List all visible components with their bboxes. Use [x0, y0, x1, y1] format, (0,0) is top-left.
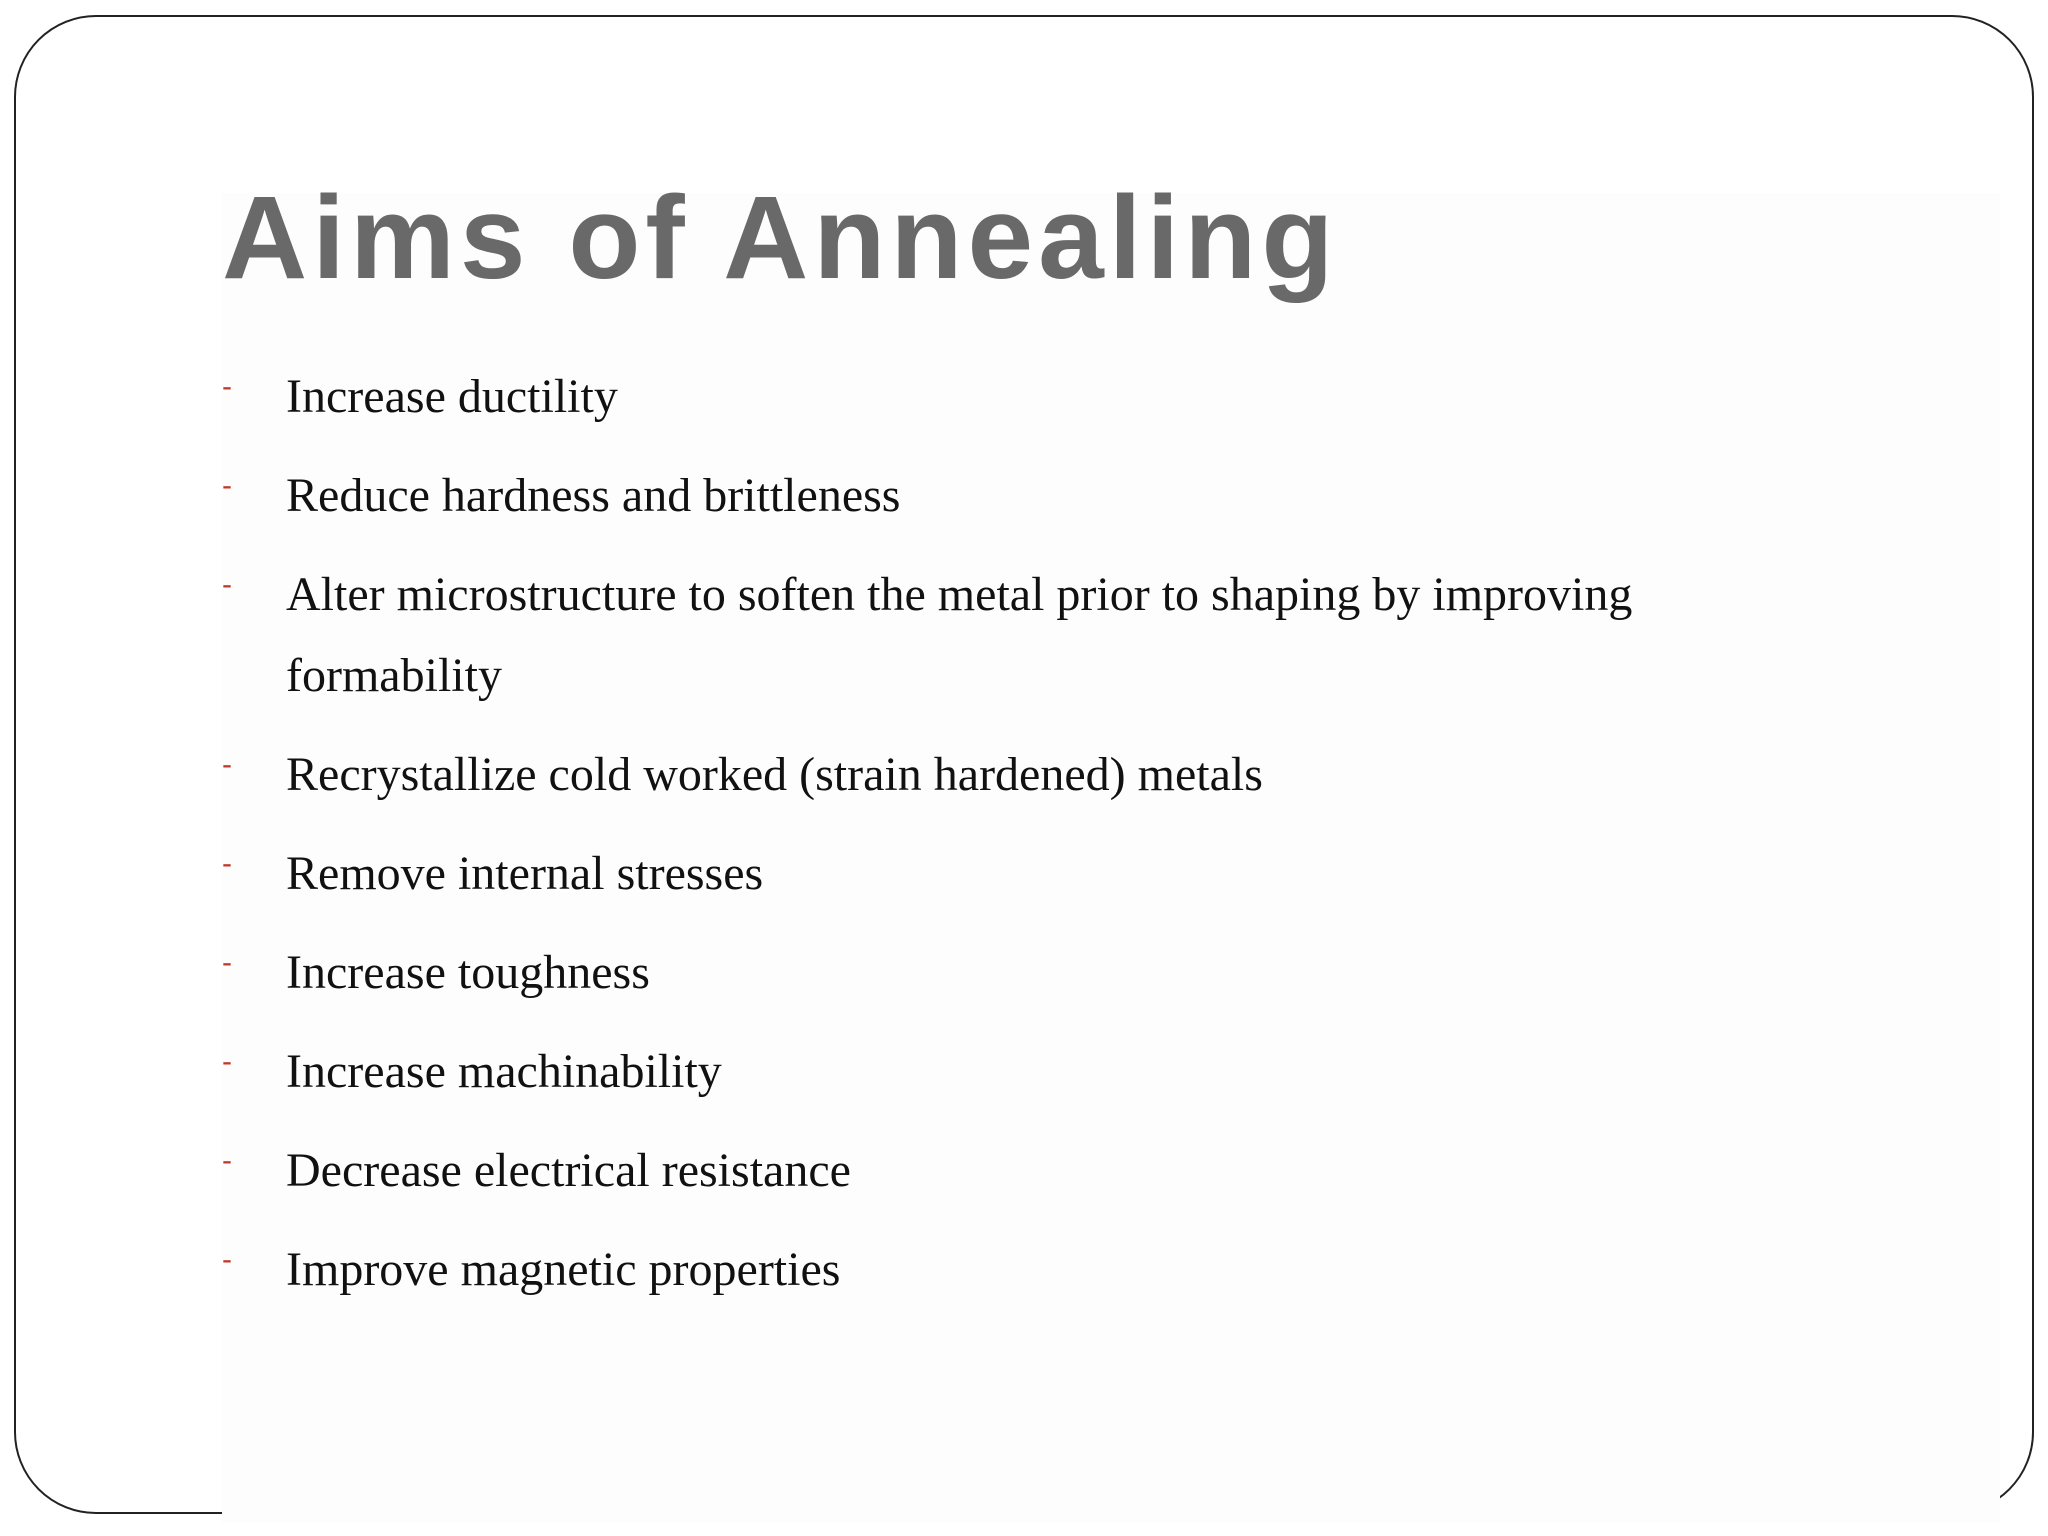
- bullet-item: [222, 356, 1782, 437]
- bullet-item: [222, 1031, 1782, 1112]
- bullet-dash-icon: -: [222, 946, 232, 979]
- bullet-dash-icon: -: [222, 1144, 232, 1177]
- bullet-text: Alter microstructure to soften the metal prior to shaping by improving formability: [286, 568, 1633, 702]
- bullet-item: [222, 554, 1782, 716]
- bullet-text: Remove internal stresses: [286, 847, 764, 900]
- bullet-dash-icon: -: [222, 748, 232, 781]
- bullet-text: Recrystallize cold worked (strain hardened) metals: [286, 748, 1263, 801]
- bullet-dash-icon: -: [222, 847, 232, 880]
- bullet-item: [222, 1229, 1782, 1310]
- bullet-list: [222, 356, 1782, 1328]
- bullet-dash-icon: -: [222, 1045, 232, 1078]
- bullet-item: [222, 833, 1782, 914]
- bullet-item: [222, 455, 1782, 536]
- bullet-item: [222, 1130, 1782, 1211]
- bullet-text: Increase machinability: [286, 1045, 722, 1098]
- bullet-text: Increase ductility: [286, 370, 618, 423]
- bullet-dash-icon: -: [222, 469, 232, 502]
- slide-title: Aims of Annealing: [222, 172, 1339, 304]
- bullet-dash-icon: -: [222, 1243, 232, 1276]
- bullet-text: Decrease electrical resistance: [286, 1144, 851, 1197]
- bullet-dash-icon: -: [222, 568, 232, 601]
- bullet-item: [222, 932, 1782, 1013]
- bullet-text: Increase toughness: [286, 946, 650, 999]
- bullet-text: Reduce hardness and brittleness: [286, 469, 901, 522]
- bullet-text: Improve magnetic properties: [286, 1243, 841, 1296]
- bullet-item: [222, 734, 1782, 815]
- bullet-dash-icon: -: [222, 370, 232, 403]
